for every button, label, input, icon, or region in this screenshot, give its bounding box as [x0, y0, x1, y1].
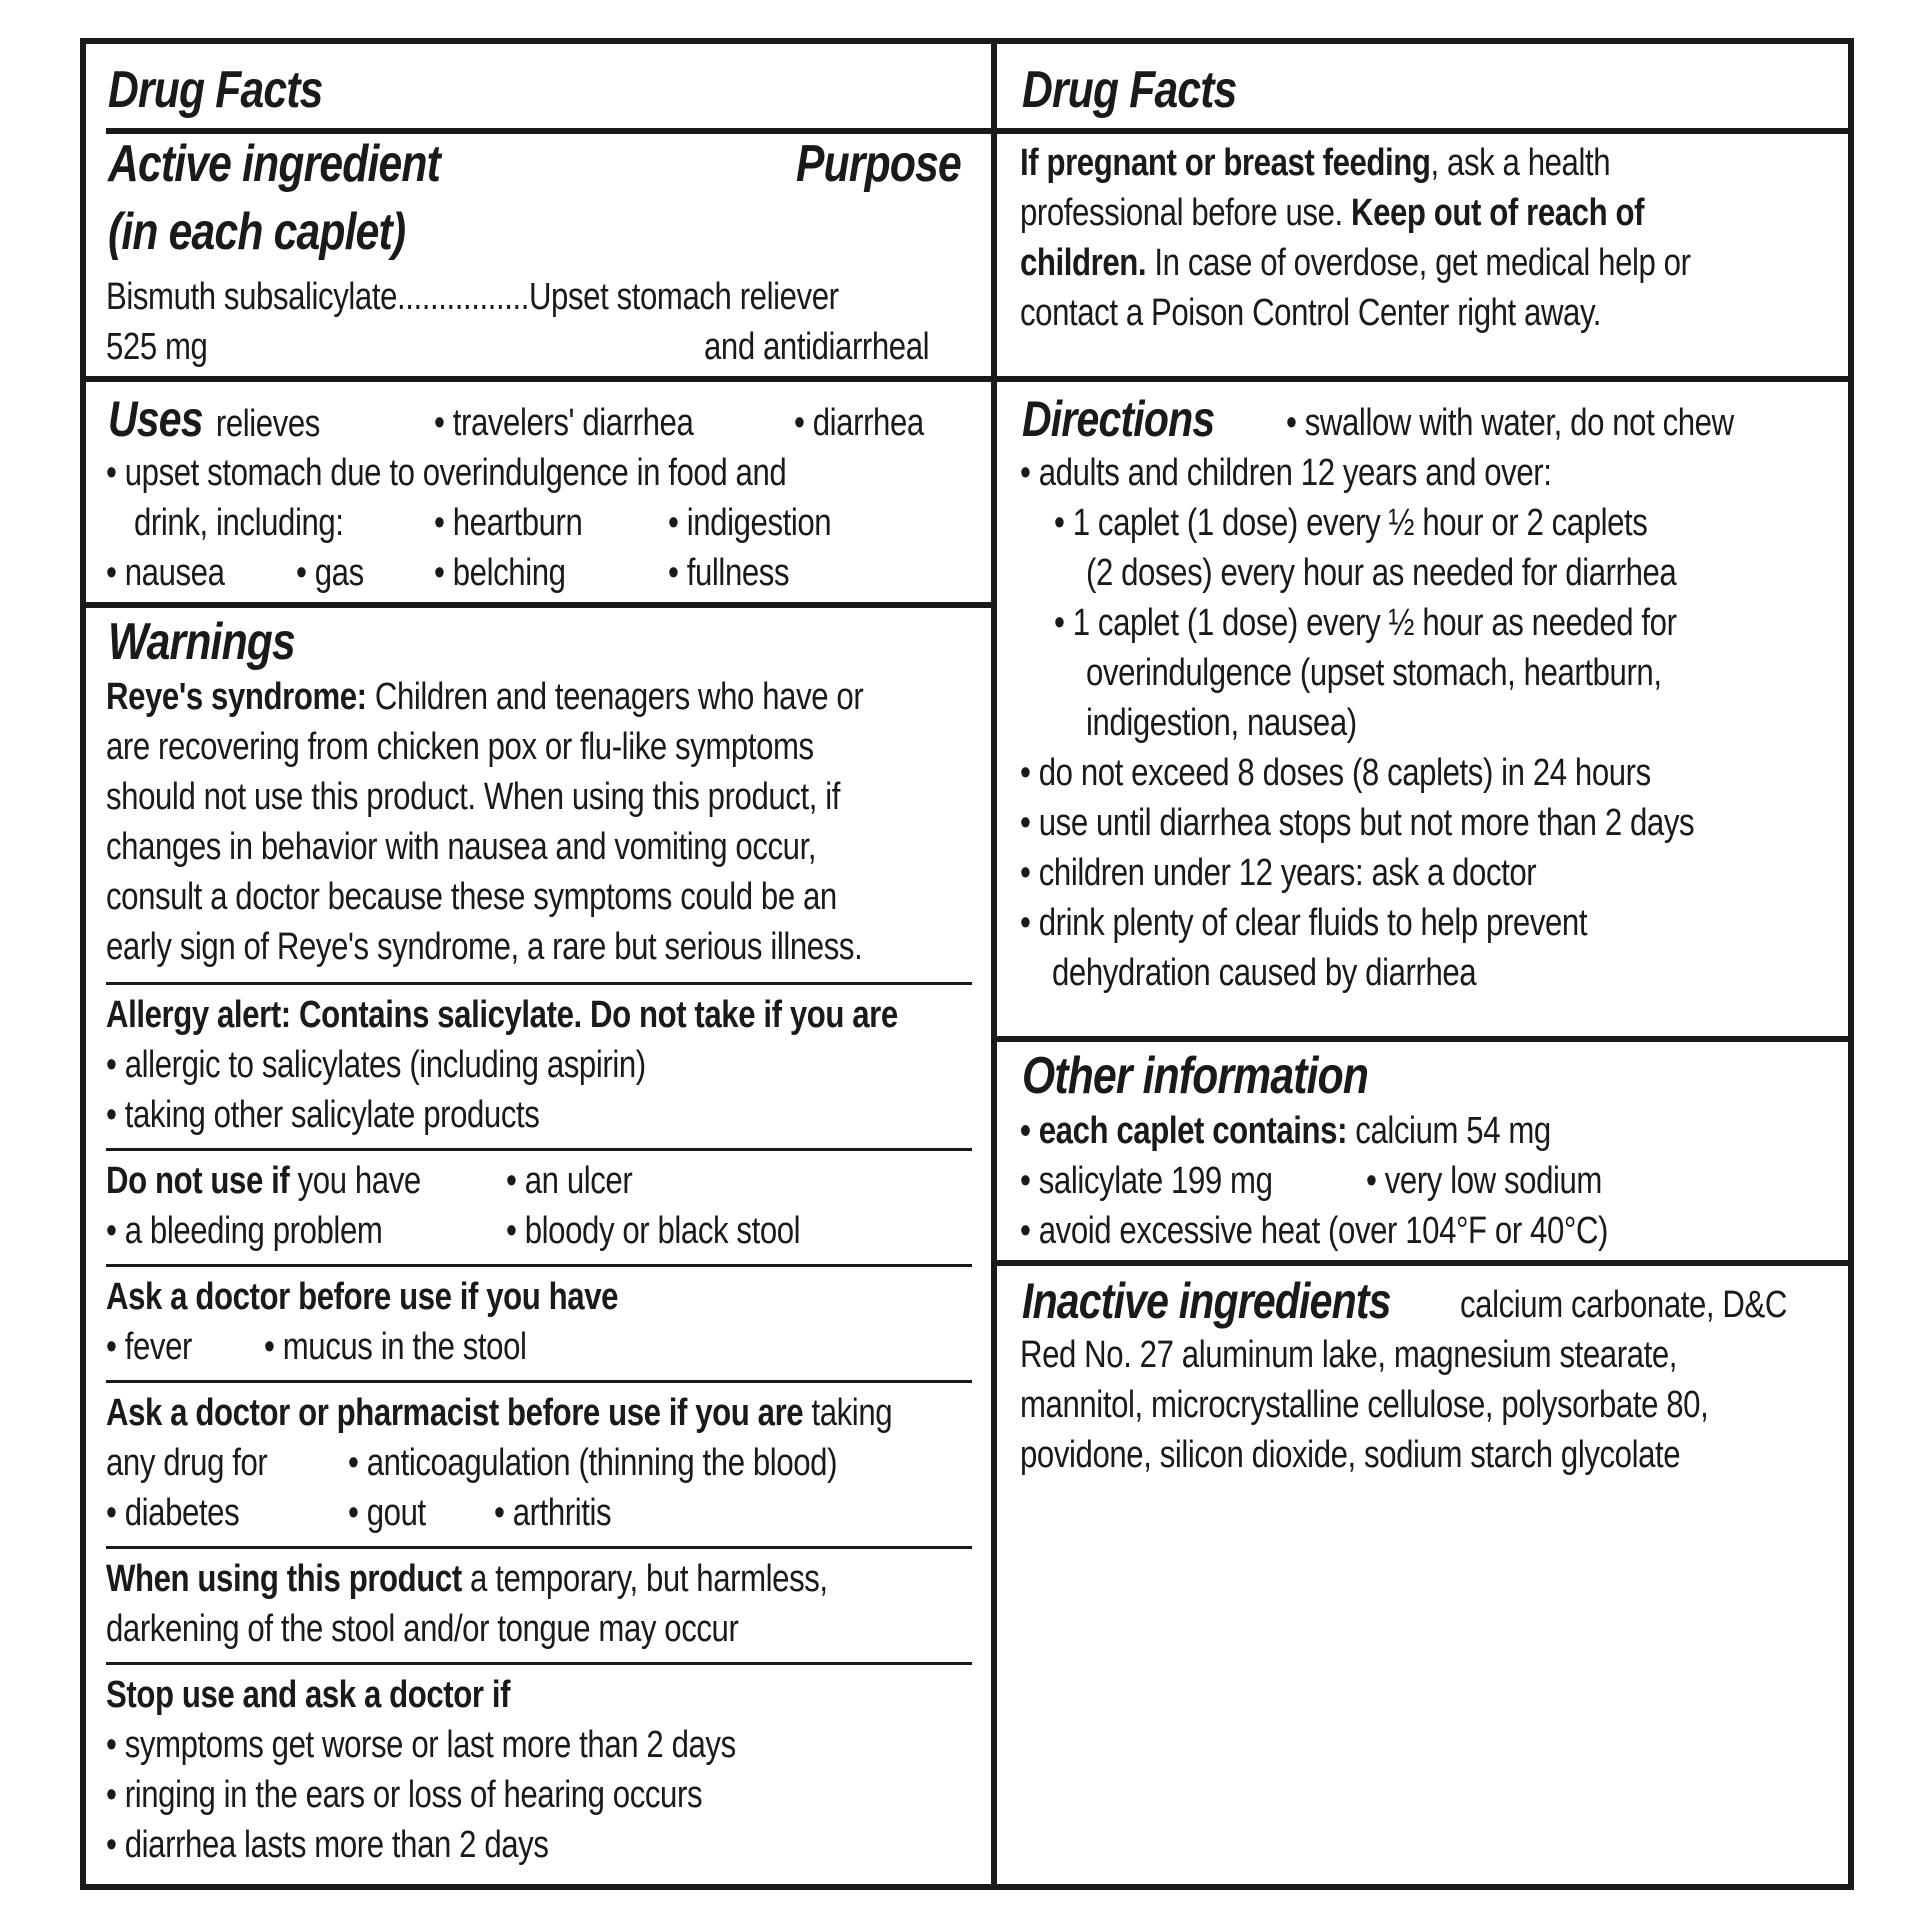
stopuse-line-4: • diarrhea lasts more than 2 days: [106, 1824, 549, 1866]
askpharm-arthritis: • arthritis: [494, 1492, 612, 1534]
whenusing-line-1: When using this product a temporary, but harmless,: [106, 1558, 828, 1600]
directions-dose-2b: overindulgence (upset stomach, heartburn,: [1086, 652, 1662, 694]
pregnant-line-2: professional before use. Keep out of reach of: [1020, 192, 1645, 234]
reye-line-1: Reye's syndrome: Children and teenagers who have or: [106, 676, 864, 718]
stopuse-line-1: Stop use and ask a doctor if: [106, 1674, 511, 1716]
right-title-rule: [991, 128, 1854, 134]
inactive-line-4: povidone, silicon dioxide, sodium starch glycolate: [1020, 1434, 1681, 1476]
uses-nausea: • nausea: [106, 552, 225, 594]
other-salicylate: • salicylate 199 mg: [1020, 1160, 1273, 1202]
directions-fluids-2: dehydration caused by diarrhea: [1052, 952, 1477, 994]
stopuse-line-3: • ringing in the ears or loss of hearing occurs: [106, 1774, 703, 1816]
allergy-rule: [106, 982, 972, 985]
inactive-line-1-text: calcium carbonate, D&C: [1460, 1284, 1787, 1326]
pregnant-line-1: If pregnant or breast feeding, ask a health: [1020, 142, 1611, 184]
uses-indigestion: • indigestion: [668, 502, 832, 544]
directions-fluids: • drink plenty of clear fluids to help prevent: [1020, 902, 1588, 944]
reye-line-2: are recovering from chicken pox or flu-like symptoms: [106, 726, 814, 768]
warnings-heading: Warnings: [108, 613, 295, 671]
uses-belching: • belching: [434, 552, 566, 594]
directions-swallow: • swallow with water, do not chew: [1286, 402, 1734, 444]
other-line-1: • each caplet contains: calcium 54 mg: [1020, 1110, 1551, 1152]
askpharm-line-1: Ask a doctor or pharmacist before use if you are taking: [106, 1392, 893, 1434]
uses-rule: [80, 376, 992, 382]
askpharm-anydrug: any drug for: [106, 1442, 268, 1484]
askpharm-rule: [106, 1380, 972, 1383]
directions-rule: [991, 376, 1854, 382]
whenusing-line-2: darkening of the stool and/or tongue may occur: [106, 1608, 739, 1650]
askdoc-rule: [106, 1264, 972, 1267]
other-sodium: • very low sodium: [1366, 1160, 1602, 1202]
uses-fullness: • fullness: [668, 552, 790, 594]
allergy-line-2: • allergic to salicylates (including aspirin): [106, 1044, 646, 1086]
stopuse-rule: [106, 1662, 972, 1665]
uses-line-2: • upset stomach due to overindulgence in food and: [106, 452, 787, 494]
directions-dose-1: • 1 caplet (1 dose) every ½ hour or 2 caplets: [1054, 502, 1648, 544]
directions-adults: • adults and children 12 years and over:: [1020, 452, 1552, 494]
reye-line-6: early sign of Reye's syndrome, a rare but serious illness.: [106, 926, 863, 968]
donotuse-rule: [106, 1148, 972, 1151]
reye-line-4: changes in behavior with nausea and vomiting occur,: [106, 826, 817, 868]
inactive-line-3: mannitol, microcrystalline cellulose, polysorbate 80,: [1020, 1384, 1709, 1426]
donotuse-line-1: Do not use if you have: [106, 1160, 421, 1202]
donotuse-bleeding: • a bleeding problem: [106, 1210, 383, 1252]
other-rule: [991, 1036, 1854, 1042]
directions-dose-2: • 1 caplet (1 dose) every ½ hour as needed for: [1054, 602, 1677, 644]
donotuse-ulcer: • an ulcer: [506, 1160, 633, 1202]
donotuse-stool: • bloody or black stool: [506, 1210, 801, 1252]
uses-line-1: Uses relieves: [108, 391, 320, 447]
ingredient-dose: 525 mg: [106, 326, 208, 368]
askpharm-gout: • gout: [348, 1492, 426, 1534]
reye-line-3: should not use this product. When using this product, if: [106, 776, 840, 818]
purpose-heading: Purpose: [796, 135, 961, 193]
right-title: Drug Facts: [1022, 61, 1237, 119]
askpharm-anticoag: • anticoagulation (thinning the blood): [348, 1442, 838, 1484]
directions-until: • use until diarrhea stops but not more than 2 days: [1020, 802, 1695, 844]
inactive-line-1: Inactive ingredients: [1022, 1273, 1391, 1329]
askpharm-diabetes: • diabetes: [106, 1492, 240, 1534]
pregnant-line-4: contact a Poison Control Center right away.: [1020, 292, 1602, 334]
uses-heartburn: • heartburn: [434, 502, 583, 544]
left-title: Drug Facts: [108, 61, 323, 119]
allergy-line-3: • taking other salicylate products: [106, 1094, 540, 1136]
allergy-line-1: Allergy alert: Contains salicylate. Do not take if you are: [106, 994, 898, 1036]
warnings-rule: [80, 602, 992, 608]
askdoc-mucus: • mucus in the stool: [264, 1326, 527, 1368]
ingredient-line: Bismuth subsalicylate................Upset stomach reliever: [106, 276, 839, 318]
purpose-line-2: and antidiarrheal: [704, 326, 930, 368]
inactive-line-2: Red No. 27 aluminum lake, magnesium stearate,: [1020, 1334, 1678, 1376]
reye-line-5: consult a doctor because these symptoms could be an: [106, 876, 837, 918]
stopuse-line-2: • symptoms get worse or last more than 2 days: [106, 1724, 736, 1766]
inactive-rule: [991, 1260, 1854, 1266]
other-heading: Other information: [1022, 1047, 1369, 1105]
uses-drink: drink, including:: [134, 502, 344, 544]
uses-gas: • gas: [296, 552, 364, 594]
active-ingredient-subheading: (in each caplet): [108, 203, 406, 261]
uses-diarrhea: • diarrhea: [794, 402, 924, 444]
directions-dose-1b: (2 doses) every hour as needed for diarrhea: [1086, 552, 1677, 594]
other-heat: • avoid excessive heat (over 104°F or 40°C): [1020, 1210, 1609, 1252]
directions-dose-2c: indigestion, nausea): [1086, 702, 1357, 744]
uses-travelers: • travelers' diarrhea: [434, 402, 694, 444]
directions-line-1: Directions: [1022, 391, 1215, 447]
column-divider: [991, 38, 997, 1890]
directions-maxdose: • do not exceed 8 doses (8 caplets) in 24 hours: [1020, 752, 1651, 794]
active-ingredient-heading: Active ingredient: [108, 135, 440, 193]
askdoc-fever: • fever: [106, 1326, 192, 1368]
pregnant-line-3: children. In case of overdose, get medical help or: [1020, 242, 1691, 284]
directions-children: • children under 12 years: ask a doctor: [1020, 852, 1537, 894]
askdoc-line-1: Ask a doctor before use if you have: [106, 1276, 619, 1318]
whenusing-rule: [106, 1546, 972, 1549]
